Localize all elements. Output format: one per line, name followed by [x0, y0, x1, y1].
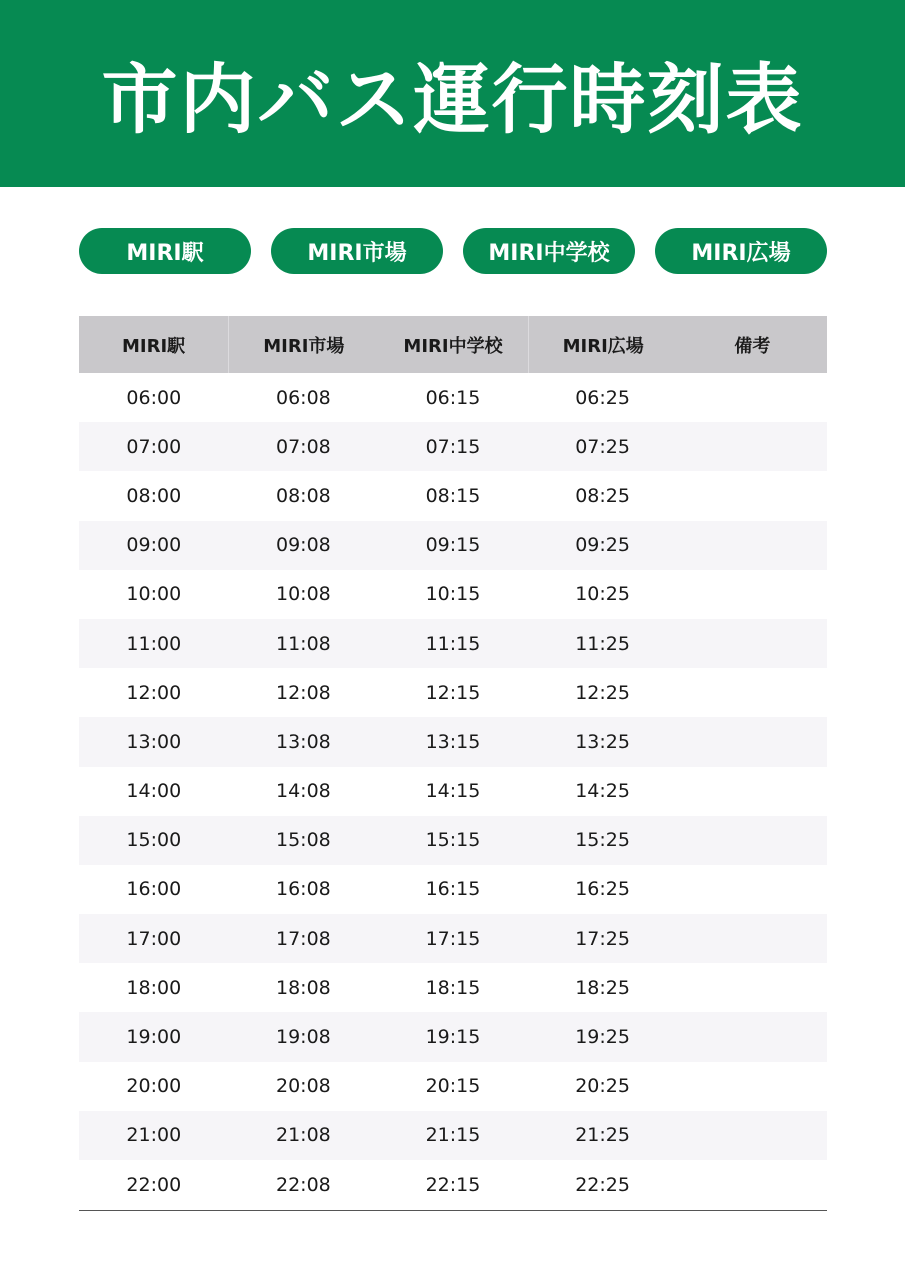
cell-miri-plaza: 13:25	[575, 730, 630, 753]
cell-miri-market: 22:08	[276, 1173, 331, 1196]
cell-miri-junior-high: 18:15	[425, 976, 481, 999]
cell-miri-market: 13:08	[276, 730, 331, 753]
cell-notes	[677, 570, 827, 619]
cell-miri-plaza: 15:25	[575, 829, 630, 852]
cell-miri-station: 15:00	[126, 829, 182, 852]
cell-miri-junior-high: 06:15	[425, 386, 481, 409]
cell-notes	[677, 422, 827, 471]
cell-miri-station: 14:00	[126, 780, 182, 803]
cell-miri-junior-high: 12:15	[425, 681, 481, 704]
cell-miri-station: 13:00	[126, 730, 182, 753]
cell-notes	[677, 373, 827, 422]
cell-miri-market: 12:08	[276, 681, 331, 704]
cell-notes	[677, 963, 827, 1012]
cell-miri-plaza: 07:25	[575, 435, 630, 458]
cell-miri-market: 15:08	[276, 829, 331, 852]
cell-miri-junior-high: 19:15	[425, 1026, 481, 1049]
cell-miri-station: 17:00	[126, 927, 182, 950]
table-row	[79, 1062, 827, 1111]
cell-miri-plaza: 11:25	[575, 632, 630, 655]
cell-miri-junior-high: 21:15	[425, 1124, 481, 1147]
table-row	[79, 914, 827, 963]
table-row	[79, 422, 827, 471]
cell-miri-market: 16:08	[276, 878, 331, 901]
cell-notes	[677, 1062, 827, 1111]
cell-miri-market: 14:08	[276, 780, 331, 803]
cell-miri-junior-high: 11:15	[425, 632, 481, 655]
table-row	[79, 1111, 827, 1160]
cell-miri-station: 19:00	[126, 1026, 182, 1049]
table-row	[79, 570, 827, 619]
stop-pill-miri-station: MIRI駅	[79, 228, 251, 274]
cell-miri-market: 07:08	[276, 435, 331, 458]
cell-miri-market: 09:08	[276, 534, 331, 557]
table-row	[79, 1012, 827, 1061]
cell-miri-market: 17:08	[276, 927, 331, 950]
table-row	[79, 865, 827, 914]
cell-miri-station: 10:00	[126, 583, 182, 606]
stop-pill-row	[79, 228, 827, 274]
cell-miri-station: 22:00	[126, 1173, 182, 1196]
cell-miri-station: 16:00	[126, 878, 182, 901]
cell-notes	[677, 1111, 827, 1160]
cell-miri-junior-high: 08:15	[425, 484, 481, 507]
cell-miri-plaza: 10:25	[575, 583, 630, 606]
cell-miri-junior-high: 10:15	[425, 583, 481, 606]
cell-miri-plaza: 17:25	[575, 927, 630, 950]
cell-miri-station: 11:00	[126, 632, 182, 655]
cell-notes	[677, 1160, 827, 1209]
table-bottom-rule	[79, 1210, 827, 1211]
timetable-body	[79, 373, 827, 1209]
cell-miri-station: 07:00	[126, 435, 182, 458]
cell-notes	[677, 619, 827, 668]
cell-miri-station: 20:00	[126, 1075, 182, 1098]
cell-miri-junior-high: 22:15	[425, 1173, 481, 1196]
cell-miri-plaza: 09:25	[575, 534, 630, 557]
cell-miri-junior-high: 20:15	[425, 1075, 481, 1098]
table-row	[79, 668, 827, 717]
column-header-miri-station: MIRI駅	[122, 335, 186, 357]
table-row	[79, 373, 827, 422]
column-header-notes: 備考	[734, 335, 771, 357]
cell-miri-plaza: 16:25	[575, 878, 630, 901]
cell-miri-plaza: 20:25	[575, 1075, 630, 1098]
stop-pill-miri-plaza: MIRI広場	[655, 228, 827, 274]
column-header-miri-junior-high: MIRI中学校	[403, 335, 503, 357]
cell-miri-station: 09:00	[126, 534, 182, 557]
table-row	[79, 1160, 827, 1209]
column-header-miri-plaza: MIRI広場	[528, 316, 678, 373]
page-title: 市内バス運行時刻表	[101, 55, 804, 144]
cell-miri-market: 11:08	[276, 632, 331, 655]
table-row	[79, 471, 827, 520]
cell-notes	[677, 668, 827, 717]
cell-notes	[677, 914, 827, 963]
table-row	[79, 521, 827, 570]
cell-miri-station: 12:00	[126, 681, 182, 704]
cell-miri-market: 18:08	[276, 976, 331, 999]
cell-miri-junior-high: 07:15	[425, 435, 481, 458]
cell-miri-plaza: 19:25	[575, 1026, 630, 1049]
cell-miri-junior-high: 15:15	[425, 829, 481, 852]
cell-miri-station: 06:00	[126, 386, 182, 409]
cell-miri-market: 19:08	[276, 1026, 331, 1049]
cell-miri-market: 10:08	[276, 583, 331, 606]
cell-miri-market: 08:08	[276, 484, 331, 507]
timetable-header-row	[79, 316, 827, 373]
cell-miri-plaza: 21:25	[575, 1124, 630, 1147]
cell-miri-plaza: 14:25	[575, 780, 630, 803]
cell-miri-plaza: 12:25	[575, 681, 630, 704]
cell-miri-station: 21:00	[126, 1124, 182, 1147]
header-banner	[0, 0, 905, 187]
cell-notes	[677, 865, 827, 914]
cell-miri-junior-high: 09:15	[425, 534, 481, 557]
cell-notes	[677, 767, 827, 816]
stop-pill-miri-market: MIRI市場	[271, 228, 443, 274]
table-row	[79, 963, 827, 1012]
table-row	[79, 767, 827, 816]
table-row	[79, 816, 827, 865]
cell-miri-station: 18:00	[126, 976, 182, 999]
cell-miri-plaza: 18:25	[575, 976, 630, 999]
cell-miri-market: 21:08	[276, 1124, 331, 1147]
table-row	[79, 619, 827, 668]
cell-miri-junior-high: 16:15	[425, 878, 481, 901]
cell-miri-market: 20:08	[276, 1075, 331, 1098]
cell-notes	[677, 471, 827, 520]
cell-miri-junior-high: 13:15	[425, 730, 481, 753]
cell-notes	[677, 717, 827, 766]
cell-miri-plaza: 08:25	[575, 484, 630, 507]
cell-miri-junior-high: 17:15	[425, 927, 481, 950]
cell-miri-plaza: 06:25	[575, 386, 630, 409]
cell-miri-plaza: 22:25	[575, 1173, 630, 1196]
table-row	[79, 717, 827, 766]
cell-miri-station: 08:00	[126, 484, 182, 507]
cell-notes	[677, 521, 827, 570]
cell-miri-market: 06:08	[276, 386, 331, 409]
cell-notes	[677, 816, 827, 865]
cell-miri-junior-high: 14:15	[425, 780, 481, 803]
timetable	[79, 316, 827, 1211]
column-header-miri-market: MIRI市場	[228, 316, 378, 373]
cell-notes	[677, 1012, 827, 1061]
stop-pill-miri-junior-high: MIRI中学校	[463, 228, 635, 274]
